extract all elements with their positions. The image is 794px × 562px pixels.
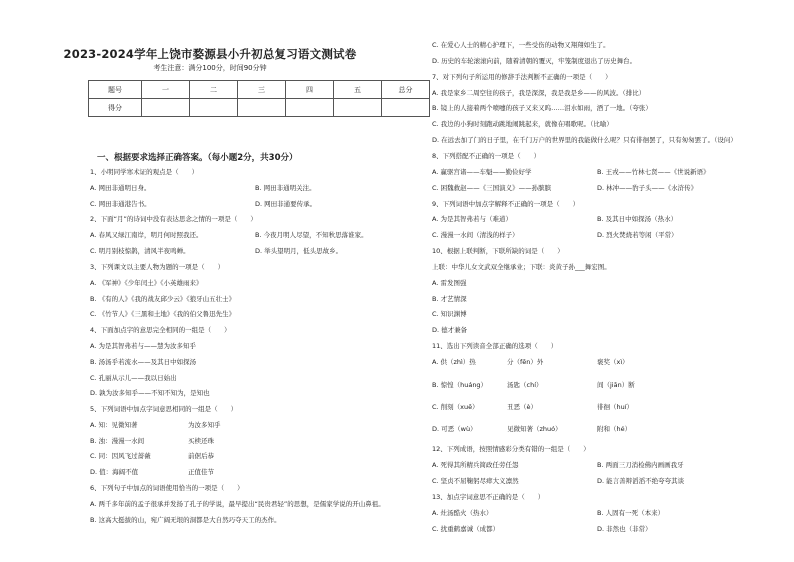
option-line: B. 《有的人》《我的战友邱少云》《狼牙山五壮士》 xyxy=(90,295,236,303)
option-line: B. 两面三刀消检佛内画画我牙 xyxy=(597,461,684,469)
score-input-cell[interactable] xyxy=(238,99,286,117)
option-line: 为汝多知乎 xyxy=(188,421,221,429)
option-line: C. 在爱心人士的精心护理下，一些受伤的动物又翔翔如生了。 xyxy=(432,41,610,49)
question-line: 13、加点字词意思不正确的是（ ） xyxy=(432,493,545,501)
score-table-row xyxy=(89,99,430,117)
option-line: B. 才艺情深 xyxy=(432,295,467,303)
option-line: A. 两千多年前的孟子很承并发扬了孔子的学说，最早提出“民贵君轻”的思想，是儒家学说的开山鼻祖。 xyxy=(90,500,385,508)
question-line: 7、对下列句子所运用的修辞手法判断不正确的一项是（ ） xyxy=(432,73,612,81)
option-line: 徘徊（huí） xyxy=(597,403,634,411)
score-input-cell[interactable] xyxy=(334,99,382,117)
option-line: A. 我是家乡二周空往的孩子，我是深深，我是我是乡——的风波。（排比） xyxy=(432,89,646,97)
option-line: 正值佳节 xyxy=(188,468,214,476)
option-line: C. 同：因风飞过蔷薇 xyxy=(90,452,151,460)
score-input-cell[interactable] xyxy=(382,99,430,117)
option-line: A. 为是其智弗若与（难道） xyxy=(432,215,512,223)
option-line: C. 坚贞不屈鞠躬尽瘁大义凛然 xyxy=(432,477,519,485)
score-header-cell: 总分 xyxy=(382,81,430,99)
exam-notice: 考生注意：满分100分，时间90分钟 xyxy=(153,64,267,72)
option-line: 买椟还珠 xyxy=(188,437,214,445)
score-header-cell: 题号 xyxy=(89,81,142,99)
score-header-cell: 三 xyxy=(238,81,286,99)
option-line: B. 浊：漫漫一水间 xyxy=(90,437,145,445)
option-line: D. 孰为汝多知乎——不知不知为，是知也 xyxy=(90,389,210,397)
option-line: D. 林冲——豹子头——《水浒传》 xyxy=(597,184,698,192)
option-line: 见微知著（zhuó） xyxy=(507,425,562,433)
option-line: B. 惊惶（huáng） xyxy=(432,381,488,389)
question-line: 12、下列成语，按照情感彩分类有错的一组是（ ） xyxy=(432,445,590,453)
option-line: B. 这高大挺拔的山，宛广阔无垠的洞都是大自然巧夺天工的杰作。 xyxy=(90,516,281,524)
option-line: B. 今夜月明人尽望，不知秋思落谁家。 xyxy=(255,231,368,239)
option-line: D. 德才兼备 xyxy=(432,326,468,334)
option-line: B. 网田非通明关注。 xyxy=(255,184,316,192)
option-line: C. 知识渊博 xyxy=(432,310,467,318)
score-header-cell: 五 xyxy=(334,81,382,99)
option-line: 分（fēn）外 xyxy=(507,358,544,366)
option-line: C. 《竹节人》《三黑和土地》《我的伯父鲁迅先生》 xyxy=(90,310,236,318)
option-line: A. 知：见微知著 xyxy=(90,421,138,429)
option-line: D. 历史的车轮滚滚向前，随着清朝的覆灭，牢笼制度退出了历史舞台。 xyxy=(432,57,637,65)
option-line: B. 人固有一死（本来） xyxy=(597,509,665,517)
question-line: 3、下列课文以主要人物为题的一项是（ ） xyxy=(90,263,225,271)
option-line: D. 网田非通要传承。 xyxy=(255,200,317,208)
score-input-cell[interactable] xyxy=(190,99,238,117)
question-line: 2、下面“月”的诗词中没有表达思念之情的一项是（ ） xyxy=(90,215,257,223)
option-line: C. 我边的小狗时刻跑动跳地闹跳起来，就像在唱歌呢。（比喻） xyxy=(432,120,613,128)
score-table xyxy=(88,80,430,117)
option-line: D. 烈火焚烧若等闲（平常） xyxy=(597,231,678,239)
option-line: A. 网田非通明日身。 xyxy=(90,184,151,192)
option-line: A. 《军神》《少年闰土》《小英雄雨来》 xyxy=(90,279,203,287)
score-header-cell: 四 xyxy=(286,81,334,99)
question-line: 6、下列句子中加点的词语使用恰当的一项是（ ） xyxy=(90,484,244,492)
option-line: B. 镜上的人接着两个喷嚏的孩子又来又呜……泪水如雨，酒了一地。（夸张） xyxy=(432,104,652,112)
option-line: C. 削刻（xuē） xyxy=(432,403,479,411)
question-line: 4、下面加点字的意思完全相同的一组是（ ） xyxy=(90,326,231,334)
score-header-cell: 一 xyxy=(142,81,190,99)
score-table-header-row xyxy=(89,81,430,99)
question-line: 9、下列词语中加点字解释不正确的一项是（ ） xyxy=(432,200,580,208)
option-line: 附和（hé） xyxy=(597,425,632,433)
option-line: C. 困魏救赵——《三国演义》——孙膑膑 xyxy=(432,184,552,192)
option-line: D. 举头望明月，低头思故乡。 xyxy=(255,247,343,255)
question-line: 上联：中华儿女文武双全继承业；下联：炎黄子孙___舞宏图。 xyxy=(432,263,611,271)
option-line: A. 春风又绿江南岸，明月何时照我还。 xyxy=(90,231,203,239)
option-line: C. 网田非通港告书。 xyxy=(90,200,151,208)
option-line: D. 在远去加了门的日子里，在千门万户的世界里的我能做什么呢？只有徘徊罢了，只有匆匆罢了。（设问） xyxy=(432,136,737,144)
option-line: B. 汤汤乎若流水——及其日中如探汤 xyxy=(90,358,197,366)
option-line: 汤匙（chí） xyxy=(507,381,543,389)
option-line: B. 王戎——竹林七贤——《世说新语》 xyxy=(597,168,710,176)
exam-title: 2023-2024学年上饶市婺源县小升初总复习语文测试卷 xyxy=(63,47,357,61)
option-line: 前倨后恭 xyxy=(188,452,214,460)
question-line: 1、小明同学寒术证的观点是（ ） xyxy=(90,168,199,176)
option-line: D. 非然也（非常） xyxy=(597,525,652,533)
option-line: D. 可恶（wù） xyxy=(432,425,477,433)
score-input-cell[interactable] xyxy=(286,99,334,117)
option-line: C. 漫漫一水间（清浅的样子） xyxy=(432,231,519,239)
section-title: 一、根据要求选择正确答案。（每小题2分，共30分） xyxy=(97,153,298,163)
option-line: A. 雷发图强 xyxy=(432,279,467,287)
option-line: C. 明月别枝惊鹊，清风半夜鸣蝉。 xyxy=(90,247,190,255)
option-line: A. 赢驱宫诸——车魁——勤俭好学 xyxy=(432,168,532,176)
option-line: A. 为是其智弗若与——慧为汝多知乎 xyxy=(90,342,196,350)
question-line: 8、下列搭配不正确的一项是（ ） xyxy=(432,152,541,160)
question-line: 11、选出下列读音全部正确的选项（ ） xyxy=(432,342,558,350)
option-line: C. 孔丽从示儿——我以日始出 xyxy=(90,374,177,382)
option-line: 丑恶（è） xyxy=(507,403,537,411)
score-input-cell[interactable] xyxy=(142,99,190,117)
option-line: C. 扰重鹤嘉诚（成都） xyxy=(432,525,500,533)
option-line: D. 值：海阔不值 xyxy=(90,468,139,476)
question-line: 5、下列词语中加点字词意思相同的一组是（ ） xyxy=(90,405,238,413)
option-line: D. 能言善辩滔滔不绝夸夸其谈 xyxy=(597,477,685,485)
score-header-cell: 二 xyxy=(190,81,238,99)
option-line: A. 灶汤酷火（热水） xyxy=(432,509,493,517)
option-line: A. 死得其所精兵简政任劳任怨 xyxy=(432,461,519,469)
question-line: 10、根据上联判断，下联所缺的词是（ ） xyxy=(432,247,564,255)
option-line: 间（jiān）断 xyxy=(597,381,635,389)
score-row-label: 得分 xyxy=(89,99,142,117)
option-line: B. 及其日中如探汤（热水） xyxy=(597,215,678,223)
option-line: 褒奖（xì） xyxy=(597,358,629,366)
option-line: A. 供（zhì）热 xyxy=(432,358,476,366)
